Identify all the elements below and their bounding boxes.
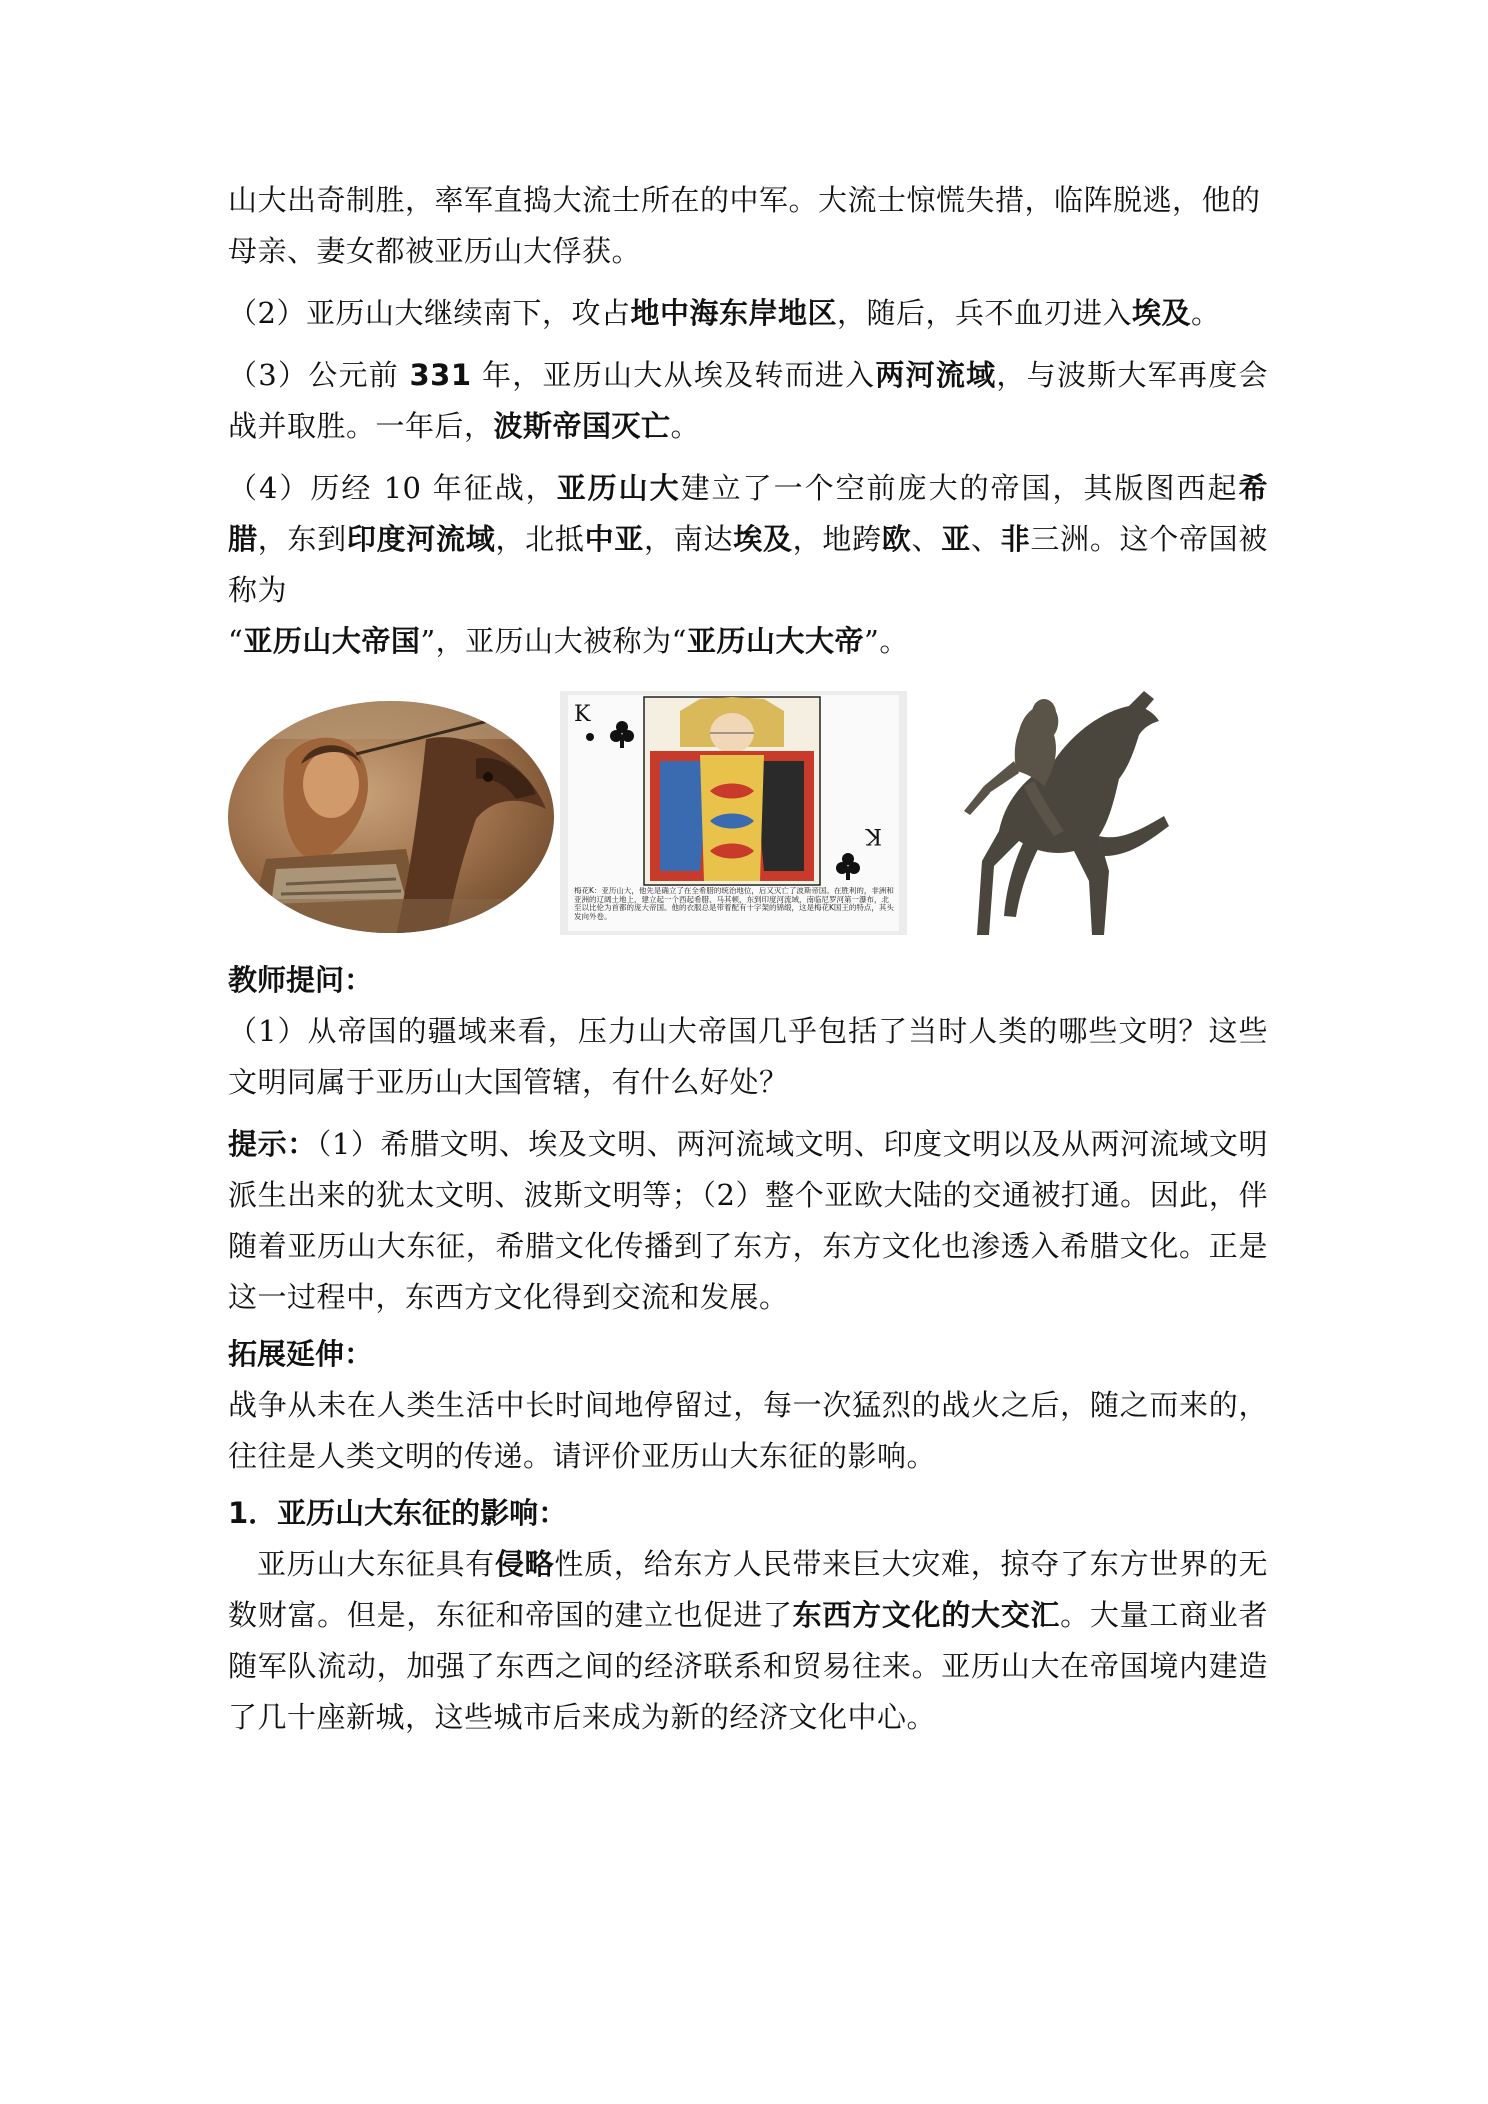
- impact-paragraph: [228, 1539, 1268, 1743]
- text-run: ，与波斯大军再度会战并取胜。一年后，: [228, 358, 1268, 443]
- bold-term: 331: [409, 358, 472, 392]
- bold-term: 希腊: [228, 471, 1268, 556]
- bold-term: 非: [1000, 522, 1031, 556]
- bold-term: 波斯帝国灭亡: [493, 409, 671, 443]
- king-of-clubs-card-image: [560, 691, 907, 935]
- text-run: 、: [970, 522, 1001, 556]
- paragraph-4: [228, 463, 1268, 667]
- text-line: 山大出奇制胜，率军直捣大流士所在的中军。大流士惊慌失措，临阵脱逃，他的: [228, 183, 1261, 217]
- illustration-row: [226, 691, 1268, 941]
- card-rank-bottom: K: [865, 823, 882, 848]
- text-run: ，南达: [644, 522, 734, 556]
- hint-label: 提示：: [228, 1127, 317, 1161]
- text-run: 。大量工商业者随军队流动，加强了东西之间的经济联系和贸易往来。亚历山大在帝国境内建造了几十座新城，这些城市后来成为新的经济文化中心。: [228, 1598, 1268, 1734]
- bold-term: 两河流域: [875, 358, 997, 392]
- text-run: ，东到: [257, 522, 347, 556]
- bold-term: 埃及: [733, 522, 793, 556]
- text-run: ”，亚历山大被称为“: [420, 624, 687, 658]
- text-run: （2）亚历山大继续南下，攻占: [228, 296, 631, 330]
- bold-term: 印度河流域: [346, 522, 496, 556]
- paragraph-2: [228, 288, 1268, 339]
- club-icon: [586, 733, 594, 741]
- text-run: ”。: [864, 624, 909, 658]
- text-line: 母亲、妻女都被亚历山大俘获。: [228, 234, 642, 268]
- text-run: 。: [670, 409, 701, 443]
- extension-heading: 拓展延伸：: [228, 1337, 374, 1371]
- text-run: （3）公元前: [228, 358, 410, 392]
- document-page: [228, 175, 1268, 1743]
- bold-term: 东西方文化的大交汇: [792, 1598, 1061, 1632]
- bold-term: 亚历山大帝国: [243, 624, 421, 658]
- alexander-mosaic-image: [226, 699, 556, 935]
- text-run: 。: [1191, 296, 1221, 330]
- paragraph-3: [228, 350, 1268, 452]
- text-run: ，北抵: [495, 522, 585, 556]
- alexander-statue-image: [904, 691, 1184, 935]
- card-caption: 梅花K：亚历山大，他先是确立了在全希腊的统治地位，后又灭亡了波斯帝国。在胜利的，非洲和亚洲的辽阔土地上，建立起一个西起希腊、马其顿，东到印度河流域，南临尼罗河第一瀑布，北至以比伦为首都的庞大帝国。他的衣服总是带着配有十字架的锦缎，这是梅花K国王的特点，其头发向外卷。: [574, 887, 894, 921]
- text-run: ，随后，兵不血刃进入: [836, 296, 1132, 330]
- text-run: 三洲。这个帝国被称为: [228, 522, 1268, 607]
- teacher-question-text: （1）从帝国的疆域来看，压力山大帝国几乎包括了当时人类的哪些文明？这些文明同属于亚历山大国管辖，有什么好处？: [228, 1014, 1268, 1099]
- bold-term: 亚历山大: [556, 471, 681, 505]
- bold-term: 中亚: [584, 522, 645, 556]
- text-run: 、: [911, 522, 942, 556]
- text-run: 年，亚历山大从埃及转而进入: [471, 358, 876, 392]
- hint-paragraph: [228, 1119, 1268, 1323]
- section-title: 1．亚历山大东征的影响：: [228, 1496, 568, 1530]
- text-run: ，地跨: [792, 522, 882, 556]
- text-run: 性质，给东方人民带来巨大灾难，掠夺了东方世界的无数财富。但是，东征和帝国的建立也促进了: [228, 1547, 1268, 1632]
- bold-term: 埃及: [1131, 296, 1191, 330]
- bold-term: 亚历山大大帝: [687, 624, 865, 658]
- text-run: （4）历经 10 年征战，: [228, 471, 557, 505]
- hint-text: （1）希腊文明、埃及文明、两河流域文明、印度文明以及从两河流域文明派生出来的犹太文明、波斯文明等；（2）整个亚欧大陆的交通被打通。因此，伴随着亚历山大东征，希腊文化传播到了东方，东方文化也渗透入希腊文化。正是这一过程中，东西方文化得到交流和发展。: [228, 1127, 1268, 1314]
- bold-term: 亚: [941, 522, 971, 556]
- paragraph-1: [228, 175, 1268, 277]
- bold-term: 地中海东岸地区: [630, 296, 837, 330]
- text-run: “: [228, 624, 244, 658]
- text-run: 亚历山大东征具有: [257, 1547, 495, 1581]
- text-run: 建立了一个空前庞大的帝国，其版图西起: [680, 471, 1239, 505]
- extension-text: 战争从未在人类生活中长时间地停留过，每一次猛烈的战火之后，随之而来的，往往是人类文明的传递。请评价亚历山大东征的影响。: [228, 1388, 1268, 1473]
- teacher-question-heading: 教师提问：: [228, 963, 374, 997]
- bold-term: 侵略: [494, 1547, 555, 1581]
- bold-term: 欧: [881, 522, 912, 556]
- card-rank-top: K: [574, 702, 591, 727]
